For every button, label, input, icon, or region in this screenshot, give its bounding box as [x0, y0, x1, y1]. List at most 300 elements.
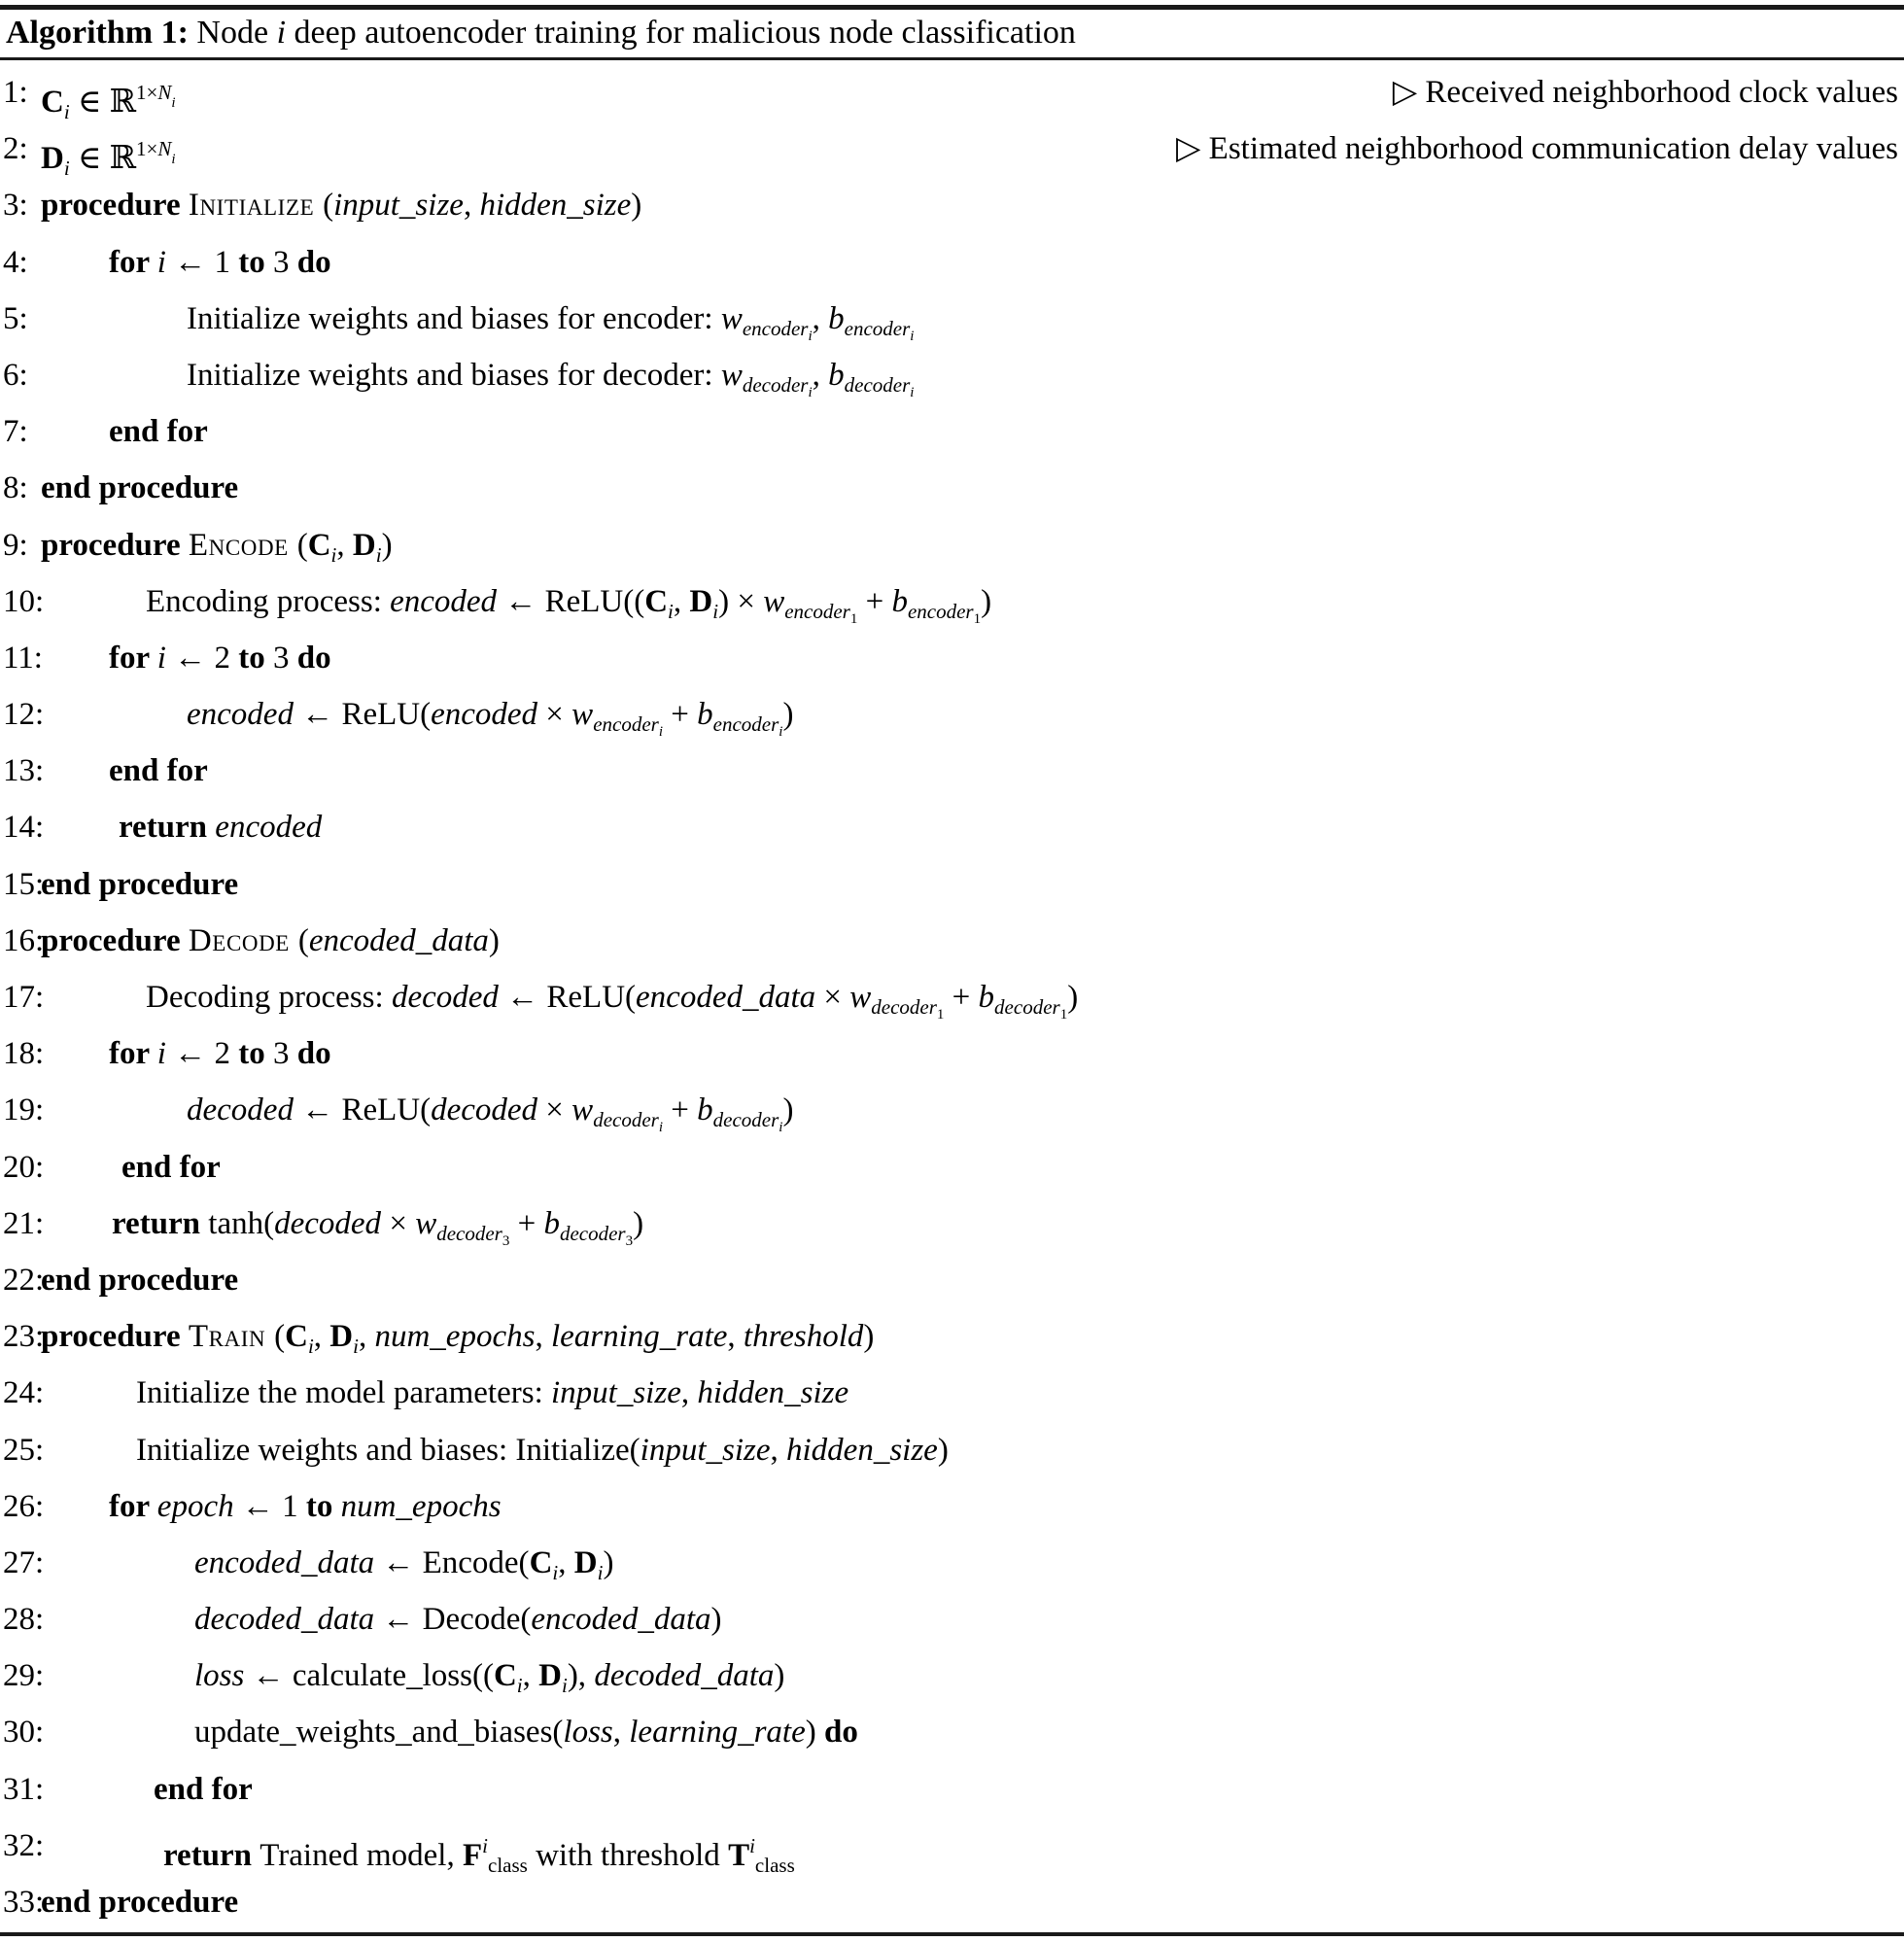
- line-content: [41, 1874, 238, 1930]
- text-segment: ,: [812, 357, 829, 393]
- text-segment: i: [779, 1120, 783, 1136]
- text-segment: i: [307, 1335, 314, 1359]
- text-segment: deep autoencoder training for malicious node classification: [286, 15, 1076, 51]
- text-segment: procedure: [41, 1319, 189, 1355]
- text-segment: 1: [973, 610, 982, 627]
- text-segment: i: [910, 328, 915, 344]
- line-number: 32:: [3, 1827, 45, 1863]
- text-segment: +: [857, 583, 892, 619]
- text-segment: Trained model,: [260, 1837, 463, 1873]
- text-segment: procedure: [41, 922, 189, 958]
- line-number: 30:: [3, 1715, 45, 1751]
- algorithm-line: [0, 347, 1904, 403]
- text-segment: decoder: [871, 995, 937, 1019]
- text-segment: i: [171, 95, 176, 111]
- text-segment: i: [516, 1674, 523, 1698]
- text-segment: b: [891, 583, 908, 619]
- text-segment: b: [828, 300, 845, 336]
- algorithm-line: [0, 1874, 1904, 1930]
- text-segment: ,: [558, 1544, 574, 1580]
- text-segment: for: [109, 244, 157, 280]
- text-segment: num_epochs: [340, 1488, 502, 1524]
- algorithm-line: [0, 856, 1904, 913]
- text-segment: ): [631, 188, 642, 224]
- text-segment: ← ReLU(: [293, 697, 432, 733]
- text-segment: do: [824, 1715, 858, 1751]
- text-segment: D: [41, 141, 64, 177]
- text-segment: to: [238, 1036, 265, 1072]
- text-segment: encoder: [712, 712, 779, 737]
- text-segment: N: [157, 137, 172, 161]
- line-number: 27:: [3, 1544, 45, 1580]
- text-segment: i: [63, 100, 70, 123]
- line-number: 20:: [3, 1149, 45, 1185]
- text-segment: i: [276, 15, 287, 51]
- text-segment: input_size: [551, 1375, 681, 1411]
- text-segment: i: [171, 152, 176, 168]
- algorithm-line: [0, 517, 1904, 573]
- text-segment: encoded: [187, 697, 294, 733]
- line-number: 5:: [3, 300, 28, 336]
- text-segment: i: [597, 1560, 604, 1584]
- line-number: 25:: [3, 1432, 45, 1468]
- text-segment: decoded: [431, 1092, 538, 1128]
- text-segment: ← ReLU((: [497, 583, 645, 619]
- line-comment: ▷ Estimated neighborhood communication delay values: [1176, 131, 1898, 167]
- text-segment: decoded: [391, 980, 499, 1015]
- text-segment: 1: [936, 1007, 945, 1023]
- text-segment: learning_rate: [629, 1715, 806, 1751]
- text-segment: +: [663, 1092, 698, 1128]
- text-segment: 1: [849, 610, 858, 627]
- text-segment: return: [112, 1205, 209, 1241]
- text-segment: Initialize weights and biases for encoder:: [187, 300, 721, 336]
- text-segment: decoded: [187, 1092, 294, 1128]
- text-segment: ): [774, 1658, 785, 1694]
- algorithm-line: [0, 969, 1904, 1025]
- text-segment: ,: [812, 300, 829, 336]
- line-content: [41, 1252, 238, 1308]
- text-segment: hidden_size: [479, 188, 632, 224]
- algorithm-line: [0, 799, 1904, 855]
- text-segment: loss: [194, 1658, 245, 1694]
- text-segment: epoch: [156, 1488, 234, 1524]
- line-number: 6:: [3, 357, 28, 393]
- text-segment: i: [156, 640, 166, 676]
- text-segment: 3: [625, 1232, 634, 1249]
- line-number: 15:: [3, 866, 45, 902]
- text-segment: D: [329, 1319, 354, 1355]
- algorithm-line: [0, 460, 1904, 516]
- text-segment: D: [538, 1658, 562, 1694]
- text-segment: class: [488, 1853, 528, 1877]
- text-segment: ): [603, 1544, 614, 1580]
- text-segment: (: [296, 527, 308, 563]
- text-segment: +: [663, 697, 698, 733]
- text-segment: decoder: [994, 995, 1060, 1019]
- text-segment: b: [828, 357, 845, 393]
- text-segment: ← Decode(: [374, 1602, 532, 1638]
- text-segment: ): [633, 1205, 644, 1241]
- algorithm-title: [6, 11, 1076, 55]
- algorithm-line: [0, 234, 1904, 291]
- algorithm-line: [0, 1591, 1904, 1647]
- text-segment: encoder: [593, 712, 659, 737]
- text-segment: (: [297, 922, 309, 958]
- text-segment: ∈ ℝ: [69, 141, 137, 177]
- text-segment: end for: [109, 414, 208, 450]
- algorithm-line: [0, 1535, 1904, 1591]
- text-segment: encoder: [907, 599, 974, 623]
- algorithm-line: [0, 64, 1904, 121]
- text-segment: end procedure: [41, 1885, 239, 1920]
- text-segment: 3: [264, 1036, 297, 1072]
- text-segment: for: [109, 1488, 157, 1524]
- line-number: 28:: [3, 1602, 45, 1638]
- text-segment: i: [156, 1036, 166, 1072]
- text-segment: encoded: [431, 697, 538, 733]
- line-number: 7:: [3, 414, 28, 450]
- text-segment: C: [493, 1658, 517, 1694]
- text-segment: Encode: [188, 527, 297, 563]
- text-segment: T: [728, 1837, 750, 1873]
- text-segment: ,: [463, 188, 480, 224]
- text-segment: decoder: [712, 1108, 779, 1132]
- line-content: [109, 234, 331, 291]
- text-segment: b: [978, 980, 995, 1015]
- text-segment: decoder: [559, 1221, 626, 1245]
- text-segment: C: [285, 1319, 308, 1355]
- line-number: 16:: [3, 922, 45, 958]
- algorithm-line: [0, 630, 1904, 686]
- text-segment: decoded_data: [594, 1658, 775, 1694]
- line-number: 3:: [3, 188, 28, 224]
- text-segment: i: [63, 156, 70, 181]
- text-segment: Decode: [188, 922, 298, 958]
- algorithm-line: [0, 1761, 1904, 1818]
- text-segment: end for: [154, 1771, 253, 1807]
- line-content: [109, 630, 331, 686]
- text-segment: ← Encode(: [374, 1544, 530, 1580]
- text-segment: Initialize the model parameters:: [136, 1375, 551, 1411]
- text-segment: procedure: [41, 188, 189, 224]
- algorithm-line: [0, 177, 1904, 233]
- line-number: 12:: [3, 697, 45, 733]
- text-segment: hidden_size: [786, 1432, 938, 1468]
- line-content: [194, 1704, 858, 1760]
- line-content: [41, 177, 641, 233]
- text-segment: ∈ ℝ: [69, 85, 137, 120]
- text-segment: ): [805, 1715, 824, 1751]
- line-number: 23:: [3, 1319, 45, 1355]
- line-number: 1:: [3, 75, 28, 110]
- text-segment: i: [779, 724, 783, 741]
- text-segment: ): [1067, 980, 1079, 1015]
- text-segment: w: [849, 980, 872, 1015]
- text-segment: decoder: [844, 372, 911, 397]
- text-segment: for: [109, 1036, 157, 1072]
- text-segment: +: [944, 980, 979, 1015]
- line-number: 17:: [3, 980, 45, 1015]
- text-segment: decoded_data: [194, 1602, 375, 1638]
- text-segment: learning_rate: [550, 1319, 728, 1355]
- text-segment: ,: [535, 1319, 551, 1355]
- text-segment: 1×: [136, 137, 158, 161]
- algorithm-line: [0, 1478, 1904, 1535]
- text-segment: C: [41, 85, 64, 120]
- text-segment: to: [238, 244, 265, 280]
- top-rule: [0, 5, 1904, 10]
- line-number: 9:: [3, 527, 28, 563]
- text-segment: (: [323, 188, 334, 224]
- line-content: [109, 743, 208, 799]
- text-segment: decoder: [742, 372, 809, 397]
- text-segment: i: [808, 384, 813, 400]
- text-segment: i: [658, 724, 663, 741]
- text-segment: ,: [358, 1319, 375, 1355]
- text-segment: (: [274, 1319, 286, 1355]
- line-number: 26:: [3, 1488, 45, 1524]
- text-segment: ,: [313, 1319, 330, 1355]
- text-segment: ,: [522, 1658, 539, 1694]
- line-content: [41, 913, 500, 969]
- line-content: [41, 460, 238, 516]
- text-segment: end for: [121, 1149, 221, 1185]
- line-content: [109, 1025, 331, 1082]
- text-segment: w: [415, 1205, 437, 1241]
- text-segment: Decoding process:: [146, 980, 392, 1015]
- algorithm-line: [0, 743, 1904, 799]
- text-segment: Encoding process:: [146, 583, 391, 619]
- line-content: [136, 1365, 848, 1421]
- text-segment: 3: [264, 640, 297, 676]
- text-segment: i: [353, 1335, 359, 1359]
- text-segment: w: [720, 357, 743, 393]
- text-segment: decoder: [436, 1221, 502, 1245]
- text-segment: D: [352, 527, 376, 563]
- line-content: [194, 1591, 721, 1647]
- line-content: [154, 1761, 253, 1818]
- algorithm-line: [0, 1025, 1904, 1082]
- text-segment: decoded: [274, 1205, 382, 1241]
- line-number: 24:: [3, 1375, 45, 1411]
- text-segment: Train: [188, 1319, 275, 1355]
- text-segment: C: [307, 527, 331, 563]
- line-number: 29:: [3, 1658, 45, 1694]
- text-segment: b: [543, 1205, 560, 1241]
- text-segment: tanh(: [208, 1205, 275, 1241]
- text-segment: b: [697, 697, 713, 733]
- text-segment: ← 2: [165, 640, 239, 676]
- text-segment: procedure: [41, 527, 189, 563]
- text-segment: encoded_data: [636, 980, 816, 1015]
- text-segment: i: [482, 1833, 488, 1857]
- algorithm-line: [0, 1365, 1904, 1421]
- text-segment: to: [238, 640, 265, 676]
- text-segment: encoded_data: [531, 1602, 711, 1638]
- text-segment: Node: [188, 15, 277, 51]
- algorithm-line: [0, 121, 1904, 181]
- text-segment: with threshold: [527, 1837, 729, 1873]
- algorithm-line: [0, 1422, 1904, 1478]
- algorithm-line: [0, 403, 1904, 460]
- text-segment: ): [488, 922, 500, 958]
- text-segment: i: [552, 1560, 559, 1584]
- text-segment: do: [296, 1036, 331, 1072]
- text-segment: decoder: [593, 1108, 659, 1132]
- text-segment: num_epochs: [374, 1319, 536, 1355]
- text-segment: w: [571, 697, 594, 733]
- text-segment: i: [330, 542, 337, 567]
- text-segment: D: [689, 583, 713, 619]
- text-segment: update_weights_and_biases(: [194, 1715, 564, 1751]
- text-segment: ): [782, 697, 794, 733]
- line-number: 21:: [3, 1205, 45, 1241]
- line-content: [136, 1422, 949, 1478]
- text-segment: do: [296, 244, 331, 280]
- text-segment: ← 2: [165, 1036, 239, 1072]
- text-segment: ,: [770, 1432, 786, 1468]
- line-number: 8:: [3, 470, 28, 506]
- text-segment: return: [119, 810, 216, 846]
- line-content: [121, 1139, 221, 1196]
- text-segment: ) ×: [718, 583, 764, 619]
- text-segment: threshold: [743, 1319, 864, 1355]
- line-number: 31:: [3, 1771, 45, 1807]
- text-segment: i: [658, 1120, 663, 1136]
- text-segment: encoded_data: [308, 922, 489, 958]
- line-number: 2:: [3, 131, 28, 167]
- text-segment: end for: [109, 753, 208, 789]
- text-segment: ,: [680, 1375, 698, 1411]
- text-segment: ×: [815, 980, 850, 1015]
- algorithm-line: [0, 1196, 1904, 1252]
- text-segment: 3: [502, 1232, 510, 1249]
- title-separator-rule: [0, 57, 1904, 60]
- line-content: [109, 403, 208, 460]
- text-segment: ← calculate_loss((: [244, 1658, 494, 1694]
- line-number: 19:: [3, 1092, 45, 1128]
- line-number: 33:: [3, 1885, 45, 1920]
- line-content: [119, 799, 322, 855]
- text-segment: i: [749, 1833, 755, 1857]
- text-segment: for: [109, 640, 157, 676]
- text-segment: i: [156, 244, 166, 280]
- text-segment: end procedure: [41, 1262, 239, 1298]
- text-segment: ,: [336, 527, 353, 563]
- text-segment: ← 1: [233, 1488, 306, 1524]
- text-segment: ← ReLU(: [498, 980, 637, 1015]
- algorithm-line: [0, 686, 1904, 743]
- text-segment: i: [375, 542, 382, 567]
- text-segment: ← 1: [165, 244, 239, 280]
- text-segment: to: [305, 1488, 333, 1524]
- text-segment: ): [863, 1319, 875, 1355]
- text-segment: ,: [673, 583, 690, 619]
- algorithm-line: [0, 1252, 1904, 1308]
- text-segment: input_size: [333, 188, 464, 224]
- line-number: 11:: [3, 640, 43, 676]
- text-segment: C: [644, 583, 669, 619]
- text-segment: w: [571, 1092, 594, 1128]
- text-segment: i: [668, 599, 674, 623]
- text-segment: [332, 1489, 340, 1524]
- text-segment: encoder: [844, 316, 911, 340]
- text-segment: w: [720, 300, 743, 336]
- text-segment: ×: [537, 1092, 572, 1128]
- text-segment: ): [782, 1092, 794, 1128]
- algorithm-line: [0, 1139, 1904, 1196]
- algorithm-line: [0, 913, 1904, 969]
- text-segment: encoder: [742, 316, 809, 340]
- text-segment: loss: [563, 1715, 613, 1751]
- text-segment: ×: [381, 1205, 416, 1241]
- text-segment: do: [296, 640, 331, 676]
- text-segment: ×: [537, 697, 572, 733]
- text-segment: F: [462, 1837, 483, 1873]
- text-segment: ): [710, 1602, 722, 1638]
- text-segment: 1×: [136, 81, 158, 104]
- text-segment: return: [163, 1837, 260, 1873]
- text-segment: encoded: [390, 583, 498, 619]
- text-segment: D: [573, 1544, 598, 1580]
- text-segment: w: [763, 583, 785, 619]
- text-segment: 1: [1059, 1007, 1068, 1023]
- text-segment: i: [910, 384, 915, 400]
- text-segment: Initialize: [188, 188, 324, 224]
- text-segment: Algorithm 1:: [6, 15, 189, 51]
- algorithm-line: [0, 1818, 1904, 1877]
- line-comment: ▷ Received neighborhood clock values: [1392, 75, 1898, 110]
- algorithm-body: [0, 64, 1904, 1930]
- text-segment: hidden_size: [697, 1375, 849, 1411]
- bottom-rule: [0, 1932, 1904, 1936]
- algorithm-line: [0, 1308, 1904, 1365]
- text-segment: encoded: [215, 810, 323, 846]
- text-segment: encoded_data: [194, 1544, 375, 1580]
- text-segment: class: [754, 1853, 795, 1877]
- text-segment: ): [381, 527, 393, 563]
- line-number: 18:: [3, 1036, 45, 1072]
- algorithm-line: [0, 291, 1904, 347]
- algorithm-line: [0, 1704, 1904, 1760]
- algorithm-line: [0, 1082, 1904, 1138]
- text-segment: ): [981, 583, 992, 619]
- text-segment: ),: [567, 1658, 595, 1694]
- line-number: 14:: [3, 810, 45, 846]
- line-number: 4:: [3, 244, 28, 280]
- text-segment: encoder: [784, 599, 850, 623]
- line-number: 13:: [3, 753, 45, 789]
- algorithm-line: [0, 1647, 1904, 1704]
- text-segment: b: [697, 1092, 713, 1128]
- text-segment: Initialize weights and biases: Initialize(: [136, 1432, 640, 1468]
- text-segment: input_size: [640, 1432, 771, 1468]
- line-number: 22:: [3, 1262, 45, 1298]
- text-segment: +: [509, 1205, 544, 1241]
- text-segment: ,: [727, 1319, 744, 1355]
- text-segment: i: [561, 1674, 568, 1698]
- text-segment: end procedure: [41, 866, 239, 902]
- algorithm-line: [0, 573, 1904, 630]
- text-segment: ← ReLU(: [293, 1092, 432, 1128]
- text-segment: i: [712, 599, 719, 623]
- line-content: [109, 1478, 502, 1535]
- line-number: 10:: [3, 583, 45, 619]
- line-content: [41, 856, 238, 913]
- text-segment: Initialize weights and biases for decoder:: [187, 357, 721, 393]
- text-segment: ): [937, 1432, 949, 1468]
